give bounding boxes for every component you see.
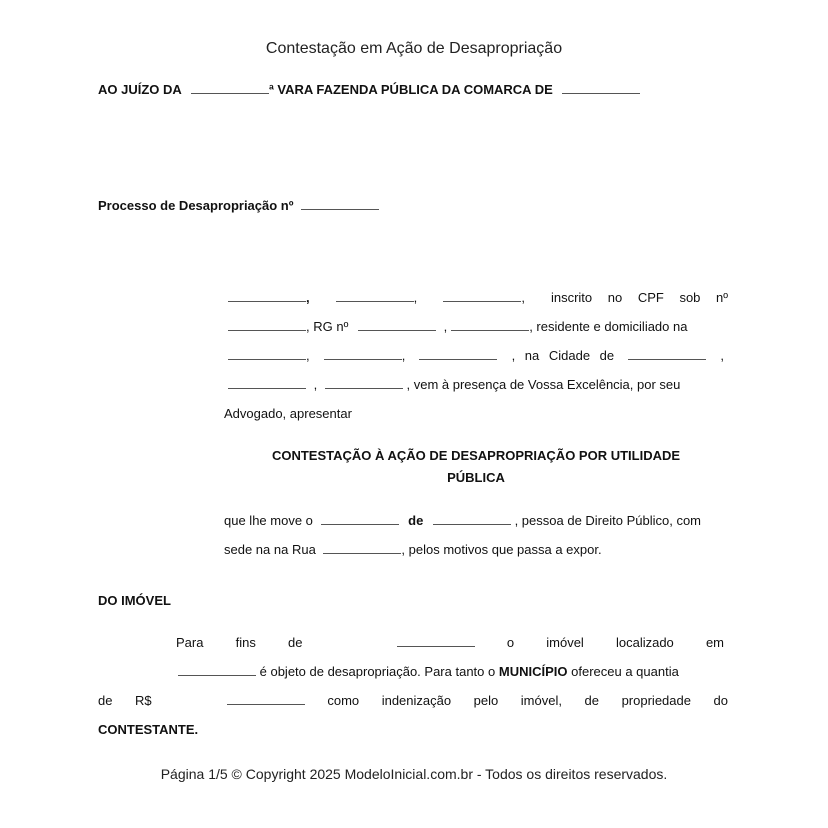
court-header-middle: ª VARA FAZENDA PÚBLICA DA COMARCA DE — [268, 82, 553, 97]
blank-field-nationality[interactable] — [336, 291, 414, 302]
party-text-de: de — [408, 513, 424, 528]
blank-field-complement[interactable] — [324, 349, 402, 360]
party-text-c: sede na na Rua — [224, 542, 316, 557]
comma: , — [306, 348, 310, 363]
blank-field-state[interactable] — [228, 378, 306, 389]
blank-field-entity-place[interactable] — [433, 514, 511, 525]
intro-line-5: Advogado, apresentar — [224, 406, 352, 421]
word: de — [287, 635, 303, 650]
blank-field-rg[interactable] — [358, 320, 436, 331]
blank-field-amount[interactable] — [227, 694, 305, 705]
word: indenização — [381, 693, 452, 708]
petition-heading-line-1: CONTESTAÇÃO À AÇÃO DE DESAPROPRIAÇÃO POR UTILIDADE — [271, 448, 681, 463]
petition-heading-line-2: PÚBLICA — [447, 470, 505, 485]
word: como — [327, 693, 360, 708]
page-footer: Página 1/5 © Copyright 2025 ModeloInicial.com.br - Todos os direitos reservados. — [160, 766, 668, 782]
word: de — [98, 693, 113, 708]
blank-field-purpose[interactable] — [397, 636, 475, 647]
word: do — [713, 693, 728, 708]
intro-text-rg: , RG nº — [306, 319, 349, 334]
blank-field-number[interactable] — [228, 349, 306, 360]
blank-field-cpf[interactable] — [228, 320, 306, 331]
intro-line-2 — [228, 319, 728, 334]
word: fins — [235, 635, 256, 650]
imovel-line-4: CONTESTANTE. — [98, 722, 199, 737]
blank-field-entity[interactable] — [321, 514, 399, 525]
word: Para — [176, 635, 204, 650]
word: localizado — [615, 635, 674, 650]
comma: , — [720, 348, 724, 363]
comma: , — [413, 290, 418, 305]
party-line-2 — [224, 542, 728, 557]
word: imóvel, — [520, 693, 562, 708]
imovel-line-1 — [176, 635, 724, 650]
intro-text-cpf: inscrito no CPF sob nº — [550, 290, 728, 305]
word: imóvel — [546, 635, 584, 650]
process-number — [98, 198, 379, 213]
imovel-text-municipio: MUNICÍPIO — [498, 664, 568, 679]
blank-field-name[interactable] — [228, 291, 306, 302]
court-header-prefix: AO JUÍZO DA — [98, 82, 182, 97]
imovel-text-b: ofereceu a quantia — [571, 664, 679, 679]
comma: , — [306, 290, 310, 305]
comma: , — [443, 319, 448, 334]
party-line-1 — [224, 513, 728, 528]
blank-field-civil-status[interactable] — [443, 291, 521, 302]
blank-field-city[interactable] — [628, 349, 706, 360]
imovel-line-2 — [178, 664, 728, 679]
word: o — [506, 635, 515, 650]
intro-text-residence: , residente e domiciliado na — [529, 319, 688, 334]
blank-field-process[interactable] — [301, 199, 379, 210]
blank-field-zip[interactable] — [325, 378, 403, 389]
intro-text-presence: , vem à presença de Vossa Excelência, por seu — [406, 377, 681, 392]
comma: , — [313, 377, 318, 392]
intro-line-1 — [228, 290, 728, 305]
blank-field-address[interactable] — [451, 320, 529, 331]
comma: , — [401, 348, 406, 363]
imovel-text-a: é objeto de desapropriação. Para tanto o — [259, 664, 496, 679]
blank-field-street[interactable] — [323, 543, 401, 554]
blank-field-district[interactable] — [419, 349, 497, 360]
document-title: Contestação em Ação de Desapropriação — [265, 40, 563, 57]
blank-field-comarca[interactable] — [562, 83, 640, 94]
word: pelo — [473, 693, 499, 708]
word: propriedade — [621, 693, 691, 708]
party-text-d: , pelos motivos que passa a expor. — [401, 542, 602, 557]
word: de — [584, 693, 600, 708]
court-header — [98, 82, 640, 97]
process-label: Processo de Desapropriação nº — [98, 198, 294, 213]
comma: , — [521, 290, 525, 305]
blank-field-location[interactable] — [178, 665, 256, 676]
word: em — [705, 635, 724, 650]
intro-text-city: , na Cidade de — [511, 348, 615, 363]
section-heading-imovel: DO IMÓVEL — [98, 593, 171, 608]
party-text-b: , pessoa de Direito Público, com — [514, 513, 702, 528]
intro-line-3 — [228, 348, 724, 363]
intro-line-4 — [228, 377, 728, 392]
party-text-a: que lhe move o — [224, 513, 313, 528]
blank-field-vara[interactable] — [191, 83, 269, 94]
imovel-line-3 — [98, 693, 728, 708]
word: R$ — [135, 693, 152, 708]
